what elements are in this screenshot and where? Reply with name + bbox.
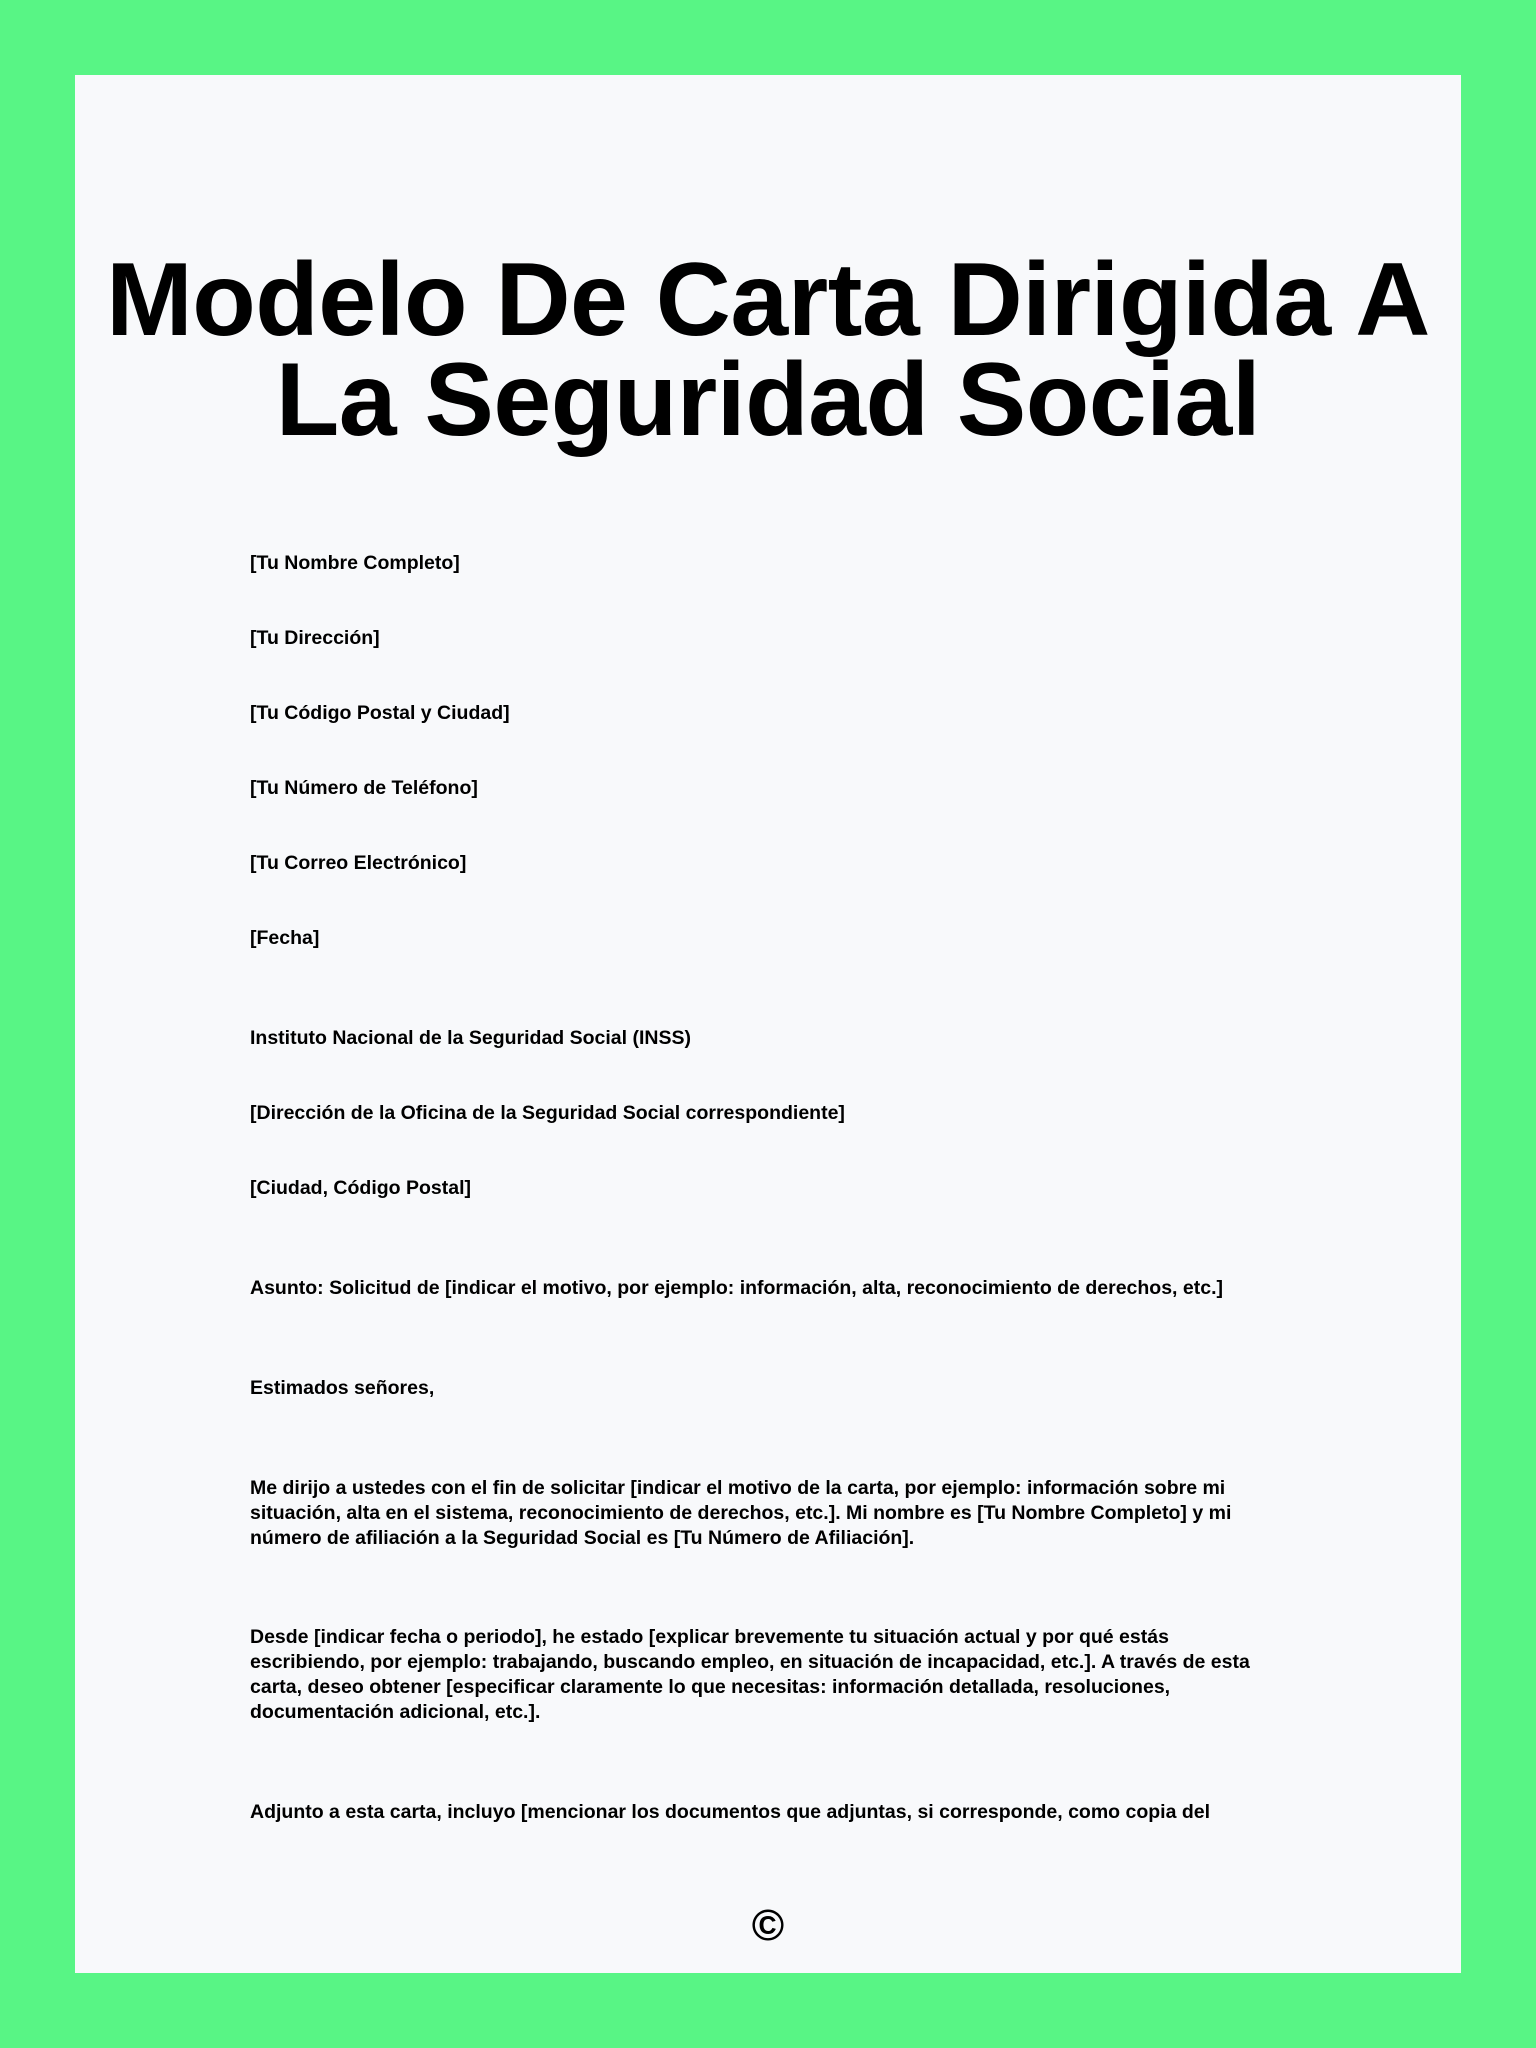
sender-email: [Tu Correo Electrónico] <box>250 852 467 874</box>
title-line-1: Modelo De Carta Dirigida A <box>106 242 1430 358</box>
letter-paragraph-1: Me dirijo a ustedes con el fin de solicitar [indicar el motivo de la carta, por ejemplo: información sobre mi situación, alta en el sistema, reconocimiento de derechos, etc.]. Mi nombre es [Tu Nombre Completo] y mi número de afiliación a la Seguridad Social es [Tu Número de Afiliación]. <box>250 1477 1232 1549</box>
copyright-icon: © <box>751 1901 785 1950</box>
sender-address: [Tu Dirección] <box>250 627 380 649</box>
title-line-2: La Seguridad Social <box>275 342 1261 458</box>
letter-paragraph-3: Adjunto a esta carta, incluyo [mencionar los documentos que adjuntas, si corresponde, como copia del <box>250 1801 1211 1823</box>
sender-name: [Tu Nombre Completo] <box>250 552 460 574</box>
letter-paragraph-2: Desde [indicar fecha o periodo], he estado [explicar brevemente tu situación actual y por qué estás escribiendo, por ejemplo: trabajando, buscando empleo, en situación de incapacidad, etc.]. A través de esta carta, deseo obtener [especificar claramente lo que necesitas: información detallada, resoluciones, documentación adicional, etc.]. <box>250 1626 1250 1723</box>
recipient-office-address: [Dirección de la Oficina de la Seguridad Social correspondiente] <box>250 1102 845 1124</box>
sender-postal-city: [Tu Código Postal y Ciudad] <box>250 702 510 724</box>
recipient-city-postal: [Ciudad, Código Postal] <box>250 1177 471 1199</box>
letter-greeting: Estimados señores, <box>250 1377 435 1399</box>
letter-date: [Fecha] <box>250 927 320 949</box>
document-title <box>0 242 1536 458</box>
letter-subject: Asunto: Solicitud de [indicar el motivo, por ejemplo: información, alta, reconocimiento de derechos, etc.] <box>250 1277 1223 1299</box>
recipient-institution: Instituto Nacional de la Seguridad Social (INSS) <box>250 1027 691 1049</box>
sender-phone: [Tu Número de Teléfono] <box>250 777 478 799</box>
